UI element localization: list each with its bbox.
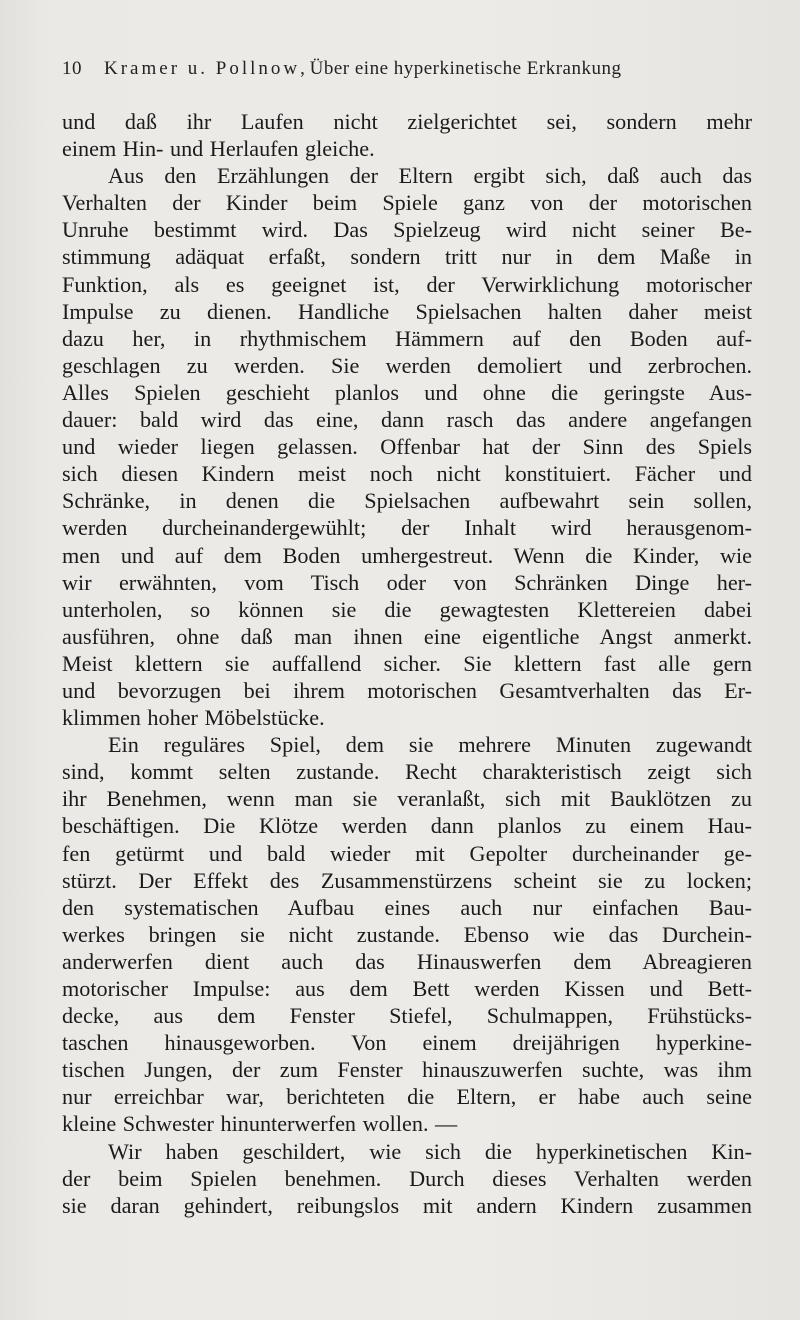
text-line: und bevorzugen bei ihrem motorischen Gesamtverhalten das Er- (62, 677, 752, 703)
text-line: tischen Jungen, der zum Fenster hinauszuwerfen suchte, was ihm (62, 1057, 752, 1083)
text-line: taschen hinausgeworben. Von einem dreijährigen hyperkine- (62, 1030, 752, 1056)
text-line: einem Hin- und Herlaufen gleiche. (62, 136, 375, 162)
text-line: dauer: bald wird das eine, dann rasch das andere angefangen (62, 407, 752, 433)
text-line: Ein reguläres Spiel, dem sie mehrere Minuten zugewandt (108, 732, 752, 758)
text-line: stürzt. Der Effekt des Zusammenstürzens scheint sie zu locken; (62, 867, 752, 893)
running-head-separator: , (300, 58, 310, 79)
text-line: ausführen, ohne daß man ihnen eine eigentliche Angst anmerkt. (62, 623, 752, 649)
text-line: und wieder liegen gelassen. Offenbar hat der Sinn des Spiels (62, 434, 752, 460)
text-line: Aus den Erzählungen der Eltern ergibt sich, daß auch das (108, 163, 752, 189)
text-line: Wir haben geschildert, wie sich die hyperkinetischen Kin- (108, 1138, 752, 1164)
text-line: Schränke, in denen die Spielsachen aufbewahrt sein sollen, (62, 488, 752, 514)
running-head-authors: Kramer u. Pollnow (104, 58, 301, 79)
text-line: anderwerfen dient auch das Hinauswerfen dem Abreagieren (62, 948, 752, 974)
running-head (62, 58, 700, 84)
text-line: werden durcheinandergewühlt; der Inhalt wird herausgenom- (62, 515, 752, 541)
text-line: werkes bringen sie nicht zustande. Ebenso wie das Durchein- (62, 921, 752, 947)
text-line: wir erwähnten, vom Tisch oder von Schränken Dinge her- (62, 569, 752, 595)
text-line: Impulse zu dienen. Handliche Spielsachen halten daher meist (62, 298, 752, 324)
text-line: Verhalten der Kinder beim Spiele ganz von der motorischen (62, 190, 752, 216)
text-line: Alles Spielen geschieht planlos und ohne die geringste Aus- (62, 379, 752, 405)
text-line: stimmung adäquat erfaßt, sondern tritt nur in dem Maße in (62, 244, 752, 270)
text-line: sie daran gehindert, reibungslos mit andern Kindern zusammen (62, 1192, 752, 1218)
text-line: Meist klettern sie auffallend sicher. Sie klettern fast alle gern (62, 650, 752, 676)
text-line: sich diesen Kindern meist noch nicht konstituiert. Fächer und (62, 461, 752, 487)
text-line: geschlagen zu werden. Sie werden demoliert und zerbrochen. (62, 352, 752, 378)
running-head-title: Über eine hyperkinetische Erkrankung (309, 58, 622, 79)
text-line: unterholen, so können sie die gewagtesten Klettereien dabei (62, 596, 752, 622)
text-line: den systematischen Aufbau eines auch nur einfachen Bau- (62, 894, 752, 920)
text-line: klimmen hoher Möbelstücke. (62, 705, 325, 731)
body-text (62, 108, 752, 1219)
text-line: ihr Benehmen, wenn man sie veranlaßt, sich mit Bauklötzen zu (62, 786, 752, 812)
text-line: fen getürmt und bald wieder mit Gepolter durcheinander ge- (62, 840, 752, 866)
text-line: dazu her, in rhythmischem Hämmern auf den Boden auf- (62, 325, 752, 351)
page-number: 10 (62, 58, 82, 79)
text-line: kleine Schwester hinunterwerfen wollen. — (62, 1111, 458, 1137)
text-line: Funktion, als es geeignet ist, der Verwirklichung motorischer (62, 271, 752, 297)
text-line: decke, aus dem Fenster Stiefel, Schulmappen, Frühstücks- (62, 1003, 752, 1029)
text-line: beschäftigen. Die Klötze werden dann planlos zu einem Hau- (62, 813, 752, 839)
text-line: nur erreichbar war, berichteten die Eltern, er habe auch seine (62, 1084, 752, 1110)
text-line: Unruhe bestimmt wird. Das Spielzeug wird nicht seiner Be- (62, 217, 752, 243)
text-line: sind, kommt selten zustande. Recht charakteristisch zeigt sich (62, 759, 752, 785)
text-line: der beim Spielen benehmen. Durch dieses Verhalten werden (62, 1165, 752, 1191)
text-line: men und auf dem Boden umhergestreut. Wenn die Kinder, wie (62, 542, 752, 568)
text-line: und daß ihr Laufen nicht zielgerichtet sei, sondern mehr (62, 109, 752, 134)
text-line: motorischer Impulse: aus dem Bett werden Kissen und Bett- (62, 976, 752, 1001)
